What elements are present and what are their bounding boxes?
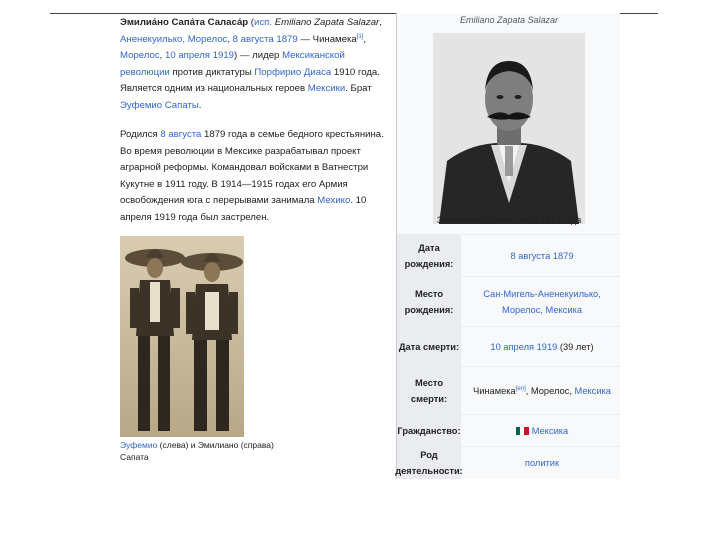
infobox xyxy=(396,13,620,479)
revolution-link[interactable]: Мексиканской революции xyxy=(120,50,345,78)
brothers-photo-caption: Эуфемио (слева) и Эмилиано (справа) Сапата xyxy=(120,440,274,462)
diaz-link[interactable]: Порфирио Диаса xyxy=(254,66,332,78)
death-date-value-link[interactable]: 10 апреля 1919 xyxy=(490,341,558,352)
subject-name: Эмилиа́но Сапа́та Саласа́р xyxy=(120,17,249,28)
portrait-photo-image xyxy=(433,33,585,224)
date-link[interactable]: 8 августа xyxy=(160,129,202,140)
birth-place-value-link[interactable]: Сан-Мигель-Аненекуилько, Морелос, Мексика xyxy=(483,288,601,315)
occupation-value xyxy=(467,447,617,479)
birth-place-label: Место рождения: xyxy=(397,277,461,326)
occupation-label: Род деятельности: xyxy=(397,447,461,479)
citizenship-value xyxy=(467,415,617,446)
citizenship-value-link[interactable]: Мексика xyxy=(531,425,569,436)
zapata-brothers-photo[interactable] xyxy=(120,236,244,437)
biography-paragraph: Родился 8 августа 1879 года в семье бедного крестьянина. Во время революции в Мексике разрабатывал проект аграрной реформы. Командовал войсками в Ватнестри Кукутне в 1911 году. В 1914—1915 годах его Армия освобождения юга с перерывами занимала Мехико. 10 апреля 1919 года был застрелен. xyxy=(120,129,384,223)
mexico-flag-icon xyxy=(516,427,529,435)
citizenship-label: Гражданство: xyxy=(397,415,461,446)
infobox-row-citizenship xyxy=(397,414,621,446)
death-country-link[interactable]: Мексика xyxy=(574,385,611,396)
intro-paragraph: Эмилиа́но Сапа́та Саласа́р (исп. Emiliano Zapata Salazar, Аненекуилько, Морелос, 8 августа 1879 — Чинамека[1], Морелос, 10 апреля 1919) — лидер Мексиканской революции против диктатуры Порфирио Диаса 1910 года. Является одним из национальных героев Мексики. Брат Эуфемио Сапаты. xyxy=(120,17,382,111)
brothers-photo-image xyxy=(120,236,244,437)
death-date-value: 10 апреля 1919 (39 лет) xyxy=(490,341,594,352)
death-place-text: Чинамека xyxy=(312,33,357,45)
death-place-label: Место смерти: xyxy=(397,367,461,414)
infobox-title: Emiliano Zapata Salazar xyxy=(459,15,559,25)
original-name: Emiliano Zapata Salazar xyxy=(274,17,380,28)
infobox-row-death-date xyxy=(397,326,621,366)
birth-date-value xyxy=(467,235,617,276)
mexico-link[interactable]: Мексики xyxy=(307,83,346,94)
portrait-photo[interactable] xyxy=(433,33,585,224)
death-place-value: Чинамека[en], Морелос, Мексика xyxy=(473,385,611,396)
death-state-link[interactable]: Морелос xyxy=(120,50,160,61)
death-date-label: Дата смерти: xyxy=(397,327,461,366)
infobox-row-occupation xyxy=(397,446,621,479)
infobox-row-death-place xyxy=(397,366,621,414)
birth-place-value xyxy=(467,277,617,326)
eufemio-caption-link[interactable]: Эуфемио xyxy=(120,440,158,450)
eufemio-link[interactable]: Эуфемио Сапаты xyxy=(120,99,199,111)
infobox-row-birth-date xyxy=(397,234,621,276)
death-place-ref-link[interactable]: [en] xyxy=(515,385,526,392)
portrait-caption: Эмилиано Сапата. Фото 1914 года xyxy=(436,215,582,225)
birthplace-link[interactable]: Аненекуилько, Морелос xyxy=(120,33,228,45)
reference-link[interactable]: [1] xyxy=(356,33,364,40)
birth-date-label: Дата рождения: xyxy=(397,235,461,276)
mexico-city-link[interactable]: Мехико xyxy=(317,195,351,206)
infobox-row-birth-place xyxy=(397,276,621,326)
lang-link[interactable]: исп. xyxy=(254,17,273,28)
occupation-value-link[interactable]: политик xyxy=(524,458,560,468)
death-date-link[interactable]: 10 апреля 1919 xyxy=(164,50,235,61)
birth-date-link[interactable]: 8 августа 1879 xyxy=(232,33,298,45)
birth-date-value-link[interactable]: 8 августа 1879 xyxy=(510,250,574,261)
article-body xyxy=(120,15,392,226)
